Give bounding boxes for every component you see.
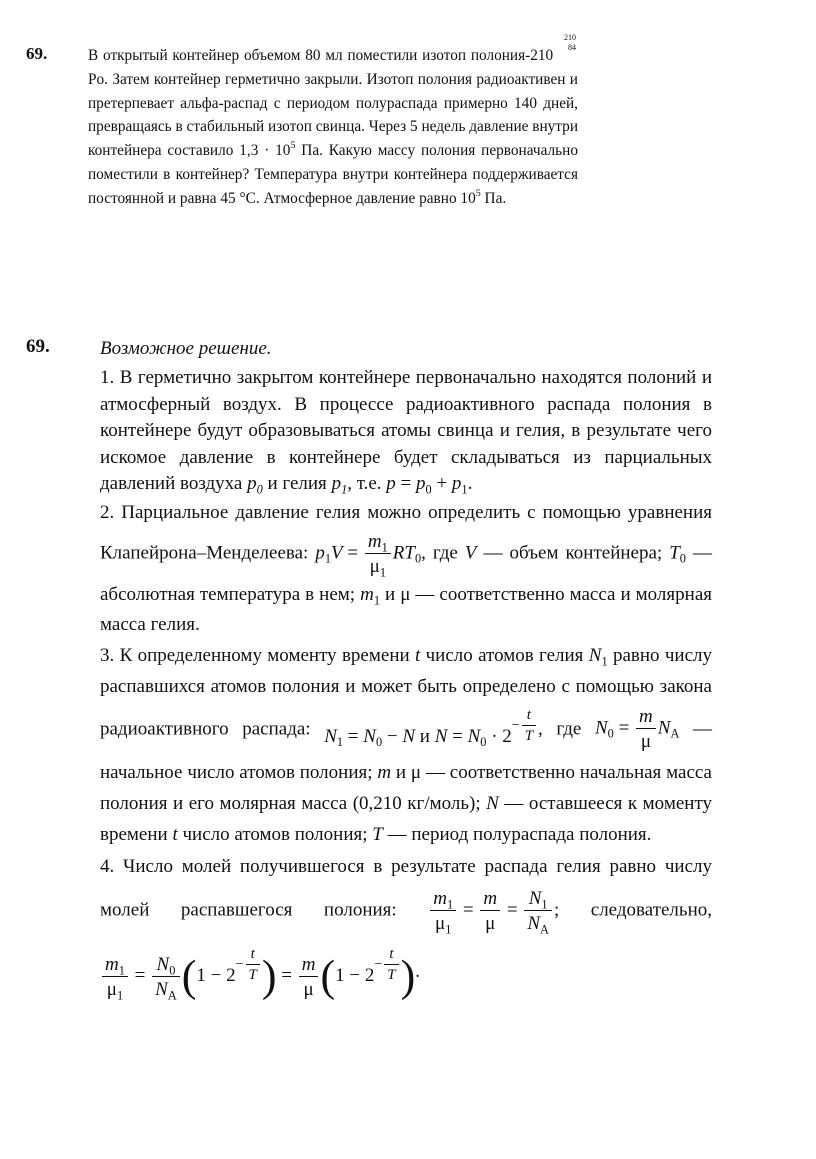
formula-moles-equal: $\frac{m_1}{\mu_1}$ = $\frac{m}{\mu}$ = $\frac{N_1}{N_A}$ (428, 889, 554, 933)
step-text: — объем контейнера; (476, 541, 670, 563)
step-text: 3. К определенному моменту времени (100, 644, 415, 666)
step-text: — соответственно масса и молярная масса гелия. (100, 583, 712, 635)
problem-statement (88, 33, 579, 211)
step-text: — период полураспада полония. (382, 824, 652, 846)
isotope-charge: 84 (568, 43, 576, 52)
formula-helium-mass: $\frac{m_1}{\mu_1}$ = $\frac{N_0}{N_A}$ (1 − 2− $\frac{t}{T}$ ) = $\frac{m}{\mu}$ (1 − 2− $\frac{t}{T}$ ) (100, 947, 415, 998)
formula-p1: $p_1$ (331, 473, 348, 497)
isotope-notation (558, 33, 578, 60)
solution-heading: Возможное решение. (100, 338, 272, 359)
isotope-symbol: Po (88, 70, 105, 88)
formula-initial-count: $N_0$ = $\frac{m}{\mu}$ $N_A$ (594, 706, 680, 753)
var-T0: T (669, 541, 680, 563)
problem-text-part: . Затем контейнер герметично закрыли. Изотоп полония радиоактивен и претерпевает альфа-распад с периодом полураспада примерно 140 дней, превращаясь в стабильный изотоп свинца. Через 5 недель давление внутри контейнера составило 1,3 · 10 (88, 70, 579, 160)
step-text: , т.е. (347, 473, 387, 494)
problem-text-part: Па. Какую массу полония первоначально поместили в контейнер? Температура внутри контейнера поддерживается постоянной и равна 45 °С. Атмосферное давление равно 10 (88, 142, 578, 207)
fraction: $\frac{m}{\mu}$ (636, 707, 656, 751)
step-text: и (391, 762, 411, 784)
formula-decay-law: $N_1 = N_0 - N$ и $N = N_0 \cdot 2-$ $\frac{t}{T}$ (324, 708, 538, 752)
var-m1: m (360, 583, 374, 605)
var-t: t (172, 824, 178, 846)
problem-text-part: В открытый контейнер объемом 80 мл поместили изотоп полония-210 (88, 47, 558, 64)
step-text: ; следовательно, (553, 899, 712, 921)
step-text: — оставшееся к моменту времени (100, 793, 712, 846)
step-text: и гелия (262, 473, 332, 494)
solution-step-4 (100, 850, 712, 1006)
var-N1: N (588, 644, 602, 666)
solution-step-2: 2. Парциальное давление гелия можно определить с помощью уравнения Клапейрона–Менделеева: $p_1V$ = $\frac{m_1}{\mu_1}$ $RT_0$, где V — объем контейнера; $T_0$ — абсолютная температура в нем; $m_1$ и μ — соответственно масса и молярная масса гелия. (100, 501, 712, 635)
problem-number: 69. (26, 44, 48, 63)
step-text: — начальное число атомов полония; (100, 717, 712, 784)
fraction: $\frac{m_1}{\mu_1}$ (365, 532, 391, 576)
problem-text (88, 33, 579, 211)
step-text: — абсолютная температура в нем; (100, 541, 712, 605)
step-text: , где (538, 717, 595, 739)
isotope-mass: 210 (564, 33, 576, 42)
step-text: и (379, 583, 401, 605)
step-text: число атомов полония; (177, 824, 373, 846)
var-T: T (372, 824, 383, 846)
formula-p0: $p_0$ (247, 473, 263, 497)
formula-clapeyron: $p_1V$ = $\frac{m_1}{\mu_1}$ $RT_0$ (315, 530, 422, 579)
pressure-exponent: 5 (290, 140, 296, 152)
step-text: 4. Число молей получившегося в результате распада гелия равно числу молей распавшегося полония: (100, 856, 712, 921)
formula-pressure-sum: $p = p_0 + p_1$ (386, 473, 468, 497)
var-N: N (486, 793, 499, 815)
solution-number: 69. (26, 336, 50, 357)
step-text: 1. В герметично закрытом контейнере первоначально находятся полоний и атмосферный воздух. В процессе радиоактивного распада полония в контейнере будут образовываться атомы свинца и гелия, в результате чего искомое давление в контейнере будет складываться из парциальных давлений воздуха (100, 367, 712, 494)
var-m: m (377, 762, 392, 784)
solution-step-1 (100, 365, 712, 498)
step-text: 2. Парциальное давление гелия можно определить с помощью уравнения Клапейрона–Менделеева: (100, 501, 712, 563)
solution-step-3: 3. К определенному моменту времени t число атомов гелия $N_1$ равно числу распавшихся атомов полония и может быть определено с помощью закона радиоактивного распада: $N_1 = N_0 - N$ и $N = N_0 \cdot 2-$ $\frac{t}{T}$ , где $N_0$ = $\frac{m}{\mu}$ $N_A$ — начальное число атомов полония; m и μ — соответственно начальная масса полония и его молярная масса (0,210 кг/моль); N — оставшееся к моменту времени t число атомов полония; T — период полураспада полония. (100, 644, 712, 846)
step-text: . (467, 473, 473, 494)
var-mu: μ (400, 583, 411, 605)
var-V: V (464, 541, 477, 563)
var-mu: μ (410, 762, 422, 784)
atm-exponent: 5 (475, 187, 481, 199)
step-text: , где (421, 541, 465, 563)
step-text: . (415, 961, 420, 983)
step-text: — соответственно начальная масса полония и его молярная масса (0,210 кг/моль); (100, 762, 712, 815)
problem-text-part: Па. (480, 189, 507, 207)
step-text: число атомов гелия (420, 644, 589, 666)
solution-body (100, 336, 712, 1007)
var-t: t (415, 644, 421, 666)
step-text: равно числу распавшихся атомов полония и может быть определено с помощью закона радиоактивного распада: (100, 644, 712, 739)
